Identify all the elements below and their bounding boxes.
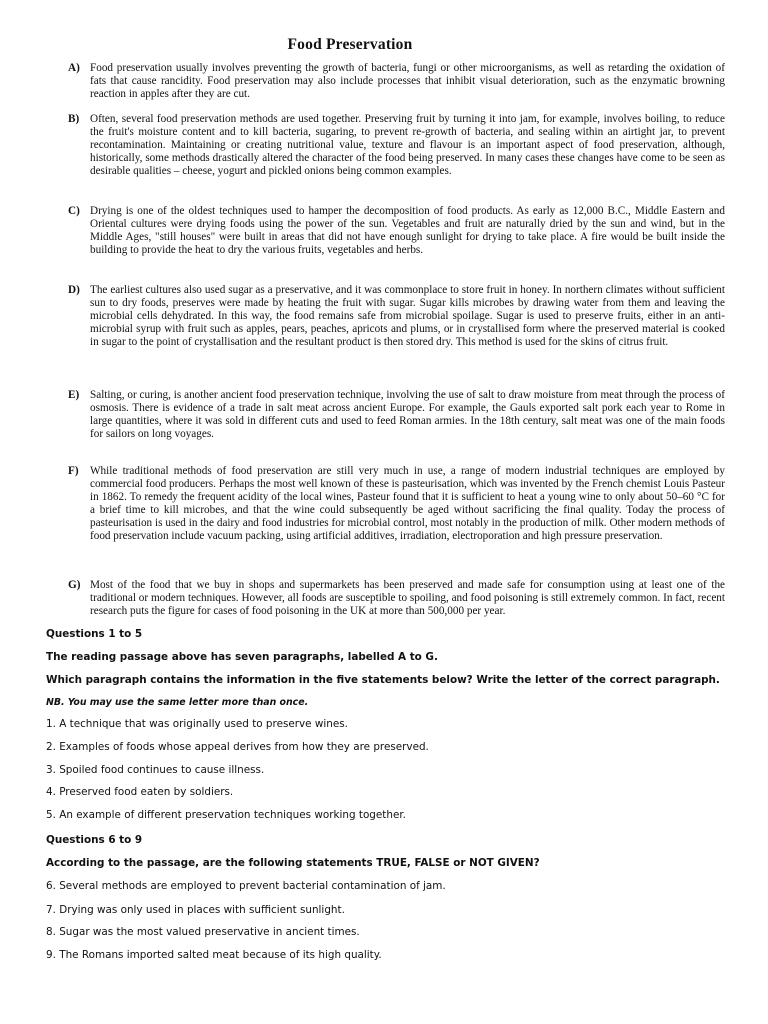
questions-1-5-note: NB. You may use the same letter more than once.	[46, 697, 309, 708]
paragraph-text: Most of the food that we buy in shops and supermarkets has been preserved and made safe for consumption using at least one of the traditional or modern techniques. However, all foods are susceptible to spoiling, and food poisoning is still extremely common. In fact, recent research puts the figure for cases of food poisoning in the UK at more than 500,000 per year.	[90, 579, 725, 618]
paragraph-label: A)	[68, 62, 80, 74]
paragraph-label: G)	[68, 579, 81, 591]
questions-1-5-heading: Questions 1 to 5	[46, 628, 143, 640]
paragraph-label: D)	[68, 284, 80, 296]
questions-1-5-instruction: Which paragraph contains the information in the five statements below? Write the letter of the correct paragraph.	[46, 674, 720, 686]
paragraph-g	[68, 579, 725, 618]
questions-6-9-instruction: According to the passage, are the following statements TRUE, FALSE or NOT GIVEN?	[46, 857, 540, 869]
paragraph-a	[68, 62, 725, 101]
paragraph-f	[68, 465, 725, 544]
question-item: 6. Several methods are employed to prevent bacterial contamination of jam.	[46, 880, 446, 892]
paragraph-label: B)	[68, 113, 80, 125]
question-item: 5. An example of different preservation techniques working together.	[46, 809, 406, 821]
questions-6-9-heading: Questions 6 to 9	[46, 834, 143, 846]
paragraph-d	[68, 284, 725, 349]
paragraph-text: While traditional methods of food preservation are still very much in use, a range of modern industrial techniques are employed by commercial food producers. Perhaps the most well known of these is pasteurisation, which was invented by the French chemist Louis Pasteur in 1862. To remedy the frequent acidity of the local wines, Pasteur found that it is sufficient to heat a young wine to only about 50–60 °C for a brief time to kill microbes, and that the wine could subsequently be aged without sacrificing the final quality. Today the process of pasteurisation is used in the dairy and food industries for microbial control, most notably in the production of milk. Other modern methods of food preservation include vacuum packing, using artificial additives, irradiation, electroporation and high pressure preservation.	[90, 465, 725, 543]
paragraph-text: The earliest cultures also used sugar as a preservative, and it was commonplace to store fruit in honey. In northern climates without sufficient sun to dry foods, preserves were made by heating the fruit with sugar. Sugar kills microbes by drawing water from them and leaving the microbial cells dehydrated. In this way, the food remains safe from microbial spoilage. Sugar is used to preserve fruits, either in an anti-microbial syrup with fruit such as apples, pears, peaches, apricots and plums, or in crystallised form where the preserved material is cooked in sugar to the point of crystallisation and the resultant product is then stored dry. This method is used for the skins of citrus fruit.	[90, 284, 725, 349]
paragraph-label: C)	[68, 205, 80, 217]
question-item: 1. A technique that was originally used to preserve wines.	[46, 718, 348, 730]
paragraph-label: F)	[68, 465, 79, 477]
question-item: 9. The Romans imported salted meat because of its high quality.	[46, 949, 382, 961]
paragraph-text: Often, several food preservation methods are used together. Preserving fruit by turning it into jam, for example, involves boiling, to reduce the fruit's moisture content and to kill bacteria, sugaring, to prevent re-growth of bacteria, and sealing within an airtight jar, to prevent recontamination. Maintaining or creating nutritional value, texture and flavour is an important aspect of food preservation, although, historically, some methods drastically altered the character of the food being preserved. In many cases these changes have come to be seen as desirable qualities – cheese, yogurt and pickled onions being common examples.	[90, 113, 725, 178]
document-title: Food Preservation	[287, 36, 413, 53]
question-item: 8. Sugar was the most valued preservative in ancient times.	[46, 926, 360, 938]
paragraph-e	[68, 389, 725, 441]
paragraph-c	[68, 205, 725, 257]
question-item: 7. Drying was only used in places with sufficient sunlight.	[46, 904, 345, 916]
questions-1-5-intro: The reading passage above has seven paragraphs, labelled A to G.	[46, 651, 438, 663]
paragraph-text: Food preservation usually involves preventing the growth of bacteria, fungi or other microorganisms, as well as retarding the oxidation of fats that cause rancidity. Food preservation may also include processes that inhibit visual deterioration, such as the enzymatic browning reaction in apples after they are cut.	[90, 62, 725, 101]
question-item: 3. Spoiled food continues to cause illness.	[46, 764, 265, 776]
question-item: 2. Examples of foods whose appeal derives from how they are preserved.	[46, 741, 429, 753]
paragraph-text: Salting, or curing, is another ancient food preservation technique, involving the use of salt to draw moisture from meat through the process of osmosis. There is evidence of a trade in salt meat across ancient Europe. For example, the Gauls exported salt pork each year to Rome in large quantities, where it was sold in different cuts and used to feed Roman armies. In the 18th century, salt meat was one of the main foods for sailors on long voyages.	[90, 389, 725, 441]
paragraph-label: E)	[68, 389, 80, 401]
paragraph-text: Drying is one of the oldest techniques used to hamper the decomposition of food products. As early as 12,000 B.C., Middle Eastern and Oriental cultures were drying foods using the power of the sun. Vegetables and fruit are naturally dried by the sun and wind, but in the Middle Ages, "still houses" were built in areas that did not have enough sunlight for drying to take place. A fire would be built inside the building to provide the heat to dry the various fruits, vegetables and herbs.	[90, 205, 725, 257]
paragraph-b	[68, 113, 725, 178]
question-item: 4. Preserved food eaten by soldiers.	[46, 786, 234, 798]
